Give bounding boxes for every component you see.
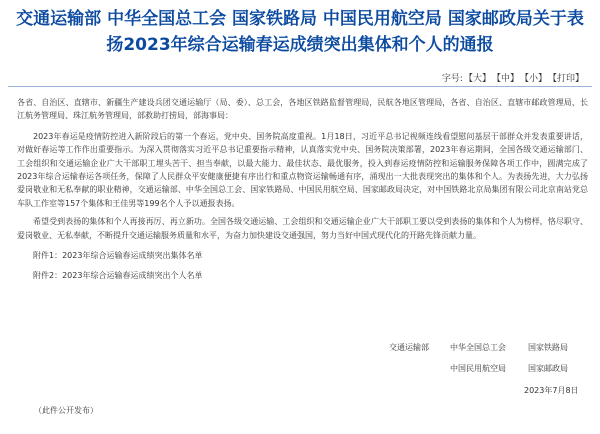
signatory-mot: 交通运输部 (389, 343, 429, 352)
font-large-button[interactable]: 【大】 (463, 74, 491, 84)
font-size-label: 字号: (441, 74, 463, 84)
attachment-1-link[interactable]: 附件1：2023年综合运输春运成绩突出集体名单 (33, 251, 203, 261)
attachment-2-link[interactable]: 附件2：2023年综合运输春运成绩突出个人名单 (33, 271, 203, 281)
signatory-caac: 中国民用航空局 (450, 364, 506, 373)
signatory-acftu: 中华全国总工会 (450, 343, 506, 352)
title-divider (8, 86, 592, 87)
print-button[interactable]: 【打印】 (547, 74, 584, 84)
font-size-controls (442, 71, 584, 84)
font-small-button[interactable]: 【小】 (519, 74, 547, 84)
body-paragraph-1: 2023年春运是疫情防控进入新阶段后的第一个春运，党中央、国务院高度重视。1月18日，习近平总书记视频连线看望慰问基层干部群众并发表重要讲话，对做好春运等工作作出重要指示。为深入贯彻落实习近平总书记重要指示精神，认真落实党中央、国务院决策部署，2023年春运期间，全国各级交通运输部门、工会组织和交通运输企业广大干部职工埋头苦干、担当奉献，以最大能力、最佳状态、最优服务，投入到春运疫情防控和运输服务保障各项工作中，圆满完成了2023年综合运输春运各项任务，保障了人民群众平安健康便捷有序出行和重点物资运输畅通有序，涌现出一大批表现突出的集体和个人。为表扬先进，大力弘扬爱岗敬业和无私奉献的职业精神，交通运输部、中华全国总工会、国家铁路局、中国民用航空局、国家邮政局决定，对中国铁路北京局集团有限公司北京南站党总车队工作室等157个集体和王佳男等199名个人予以通报表扬。 (17, 131, 588, 208)
addressee: 各省、自治区、直辖市、新疆生产建设兵团交通运输厅（局、委）、总工会，各地区铁路监督管理局，民航各地区管理局，各省、自治区、直辖市邮政管理局，长江航务管理局、珠江航务管理局，部救助打捞局，部海事局： (17, 98, 588, 121)
body-paragraph-2: 希望受到表扬的集体和个人再接再厉、再立新功。全国各级交通运输、工会组织和交通运输企业广大干部职工要以受到表扬的集体和个人为榜样，恪尽职守、爱岗敬业、无私奉献，不断提升交通运输服务质量和水平，为奋力加快建设交通强国，努力当好中国式现代化的开路先锋贡献力量。 (17, 217, 588, 240)
font-medium-button[interactable]: 【中】 (491, 74, 519, 84)
publication-note: （此件公开发布） (34, 406, 98, 415)
issue-date: 2023年7月8日 (524, 386, 579, 395)
document-body (17, 96, 588, 283)
signatory-spb: 国家邮政局 (528, 364, 568, 373)
title-line-2: 扬2023年综合运输春运成绩突出集体和个人的通报 (106, 35, 494, 55)
document-title (8, 6, 592, 58)
title-line-1: 交通运输部 中华全国总工会 国家铁路局 中国民用航空局 国家邮政局关于表 (16, 9, 584, 29)
signatory-nra: 国家铁路局 (528, 343, 568, 352)
